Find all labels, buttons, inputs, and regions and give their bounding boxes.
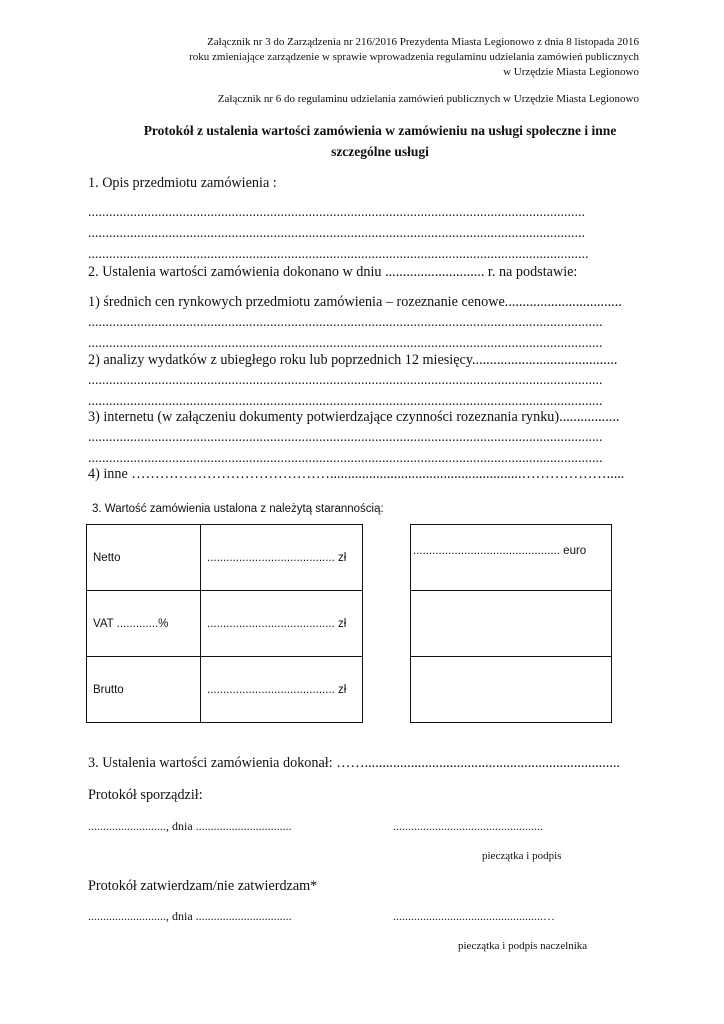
- value-table: [86, 524, 363, 723]
- dots-line: ...................................................................................................................................................: [88, 315, 603, 330]
- dots-line: ..............................................................................................................................................: [88, 226, 585, 241]
- dots-line: ...................................................................................................................................................: [88, 394, 603, 409]
- signature-line: ..................................................: [393, 819, 543, 833]
- protocol-approve-label: Protokół zatwierdzam/nie zatwierdzam*: [88, 878, 318, 894]
- section3-heading: 3. Wartość zamówienia ustalona z należytą starannością:: [92, 503, 384, 515]
- stamp-signature-caption: pieczątka i podpis: [482, 850, 562, 862]
- basis-item-4: 4) inne ……………………………………......................................................……………….....: [88, 466, 625, 482]
- row-label-brutto: Brutto: [87, 657, 201, 723]
- section1-heading: 1. Opis przedmiotu zamówienia :: [88, 175, 277, 191]
- stamp-signature-head-caption: pieczątka i podpis naczelnika: [458, 940, 588, 952]
- basis-item-1: 1) średnich cen rynkowych przedmiotu zamówienia – rozeznanie cenowe.................................: [88, 294, 622, 310]
- dots-line: ...................................................................................................................................................: [88, 373, 603, 388]
- dots-line: ...............................................................................................................................................: [88, 247, 589, 262]
- euro-value-vat: [411, 591, 612, 657]
- dots-line: ...................................................................................................................................................: [88, 336, 603, 351]
- title-line-2: szczególne usługi: [331, 144, 429, 159]
- euro-table: [410, 524, 612, 723]
- header-line-2: roku zmieniające zarządzenie w sprawie wprowadzenia regulaminu udzielania zamówień publicznych: [189, 51, 639, 63]
- header-line-1: Załącznik nr 3 do Zarządzenia nr 216/2016 Prezydenta Miasta Legionowo z dnia 8 listopada 2016: [207, 36, 639, 48]
- table-row: [411, 591, 612, 657]
- euro-value-brutto: [411, 657, 612, 723]
- row-value-vat: ........................................ zł: [201, 591, 363, 657]
- dots-line: ...................................................................................................................................................: [88, 430, 603, 445]
- section4-heading: 3. Ustalenia wartości zamówienia dokonał: ……........................................................................: [88, 755, 620, 771]
- section2-heading: 2. Ustalenia wartości zamówienia dokonano w dniu ............................ r. na podstawie:: [88, 264, 578, 280]
- dots-line: ...................................................................................................................................................: [88, 451, 603, 466]
- row-value-netto: ........................................ zł: [201, 525, 363, 591]
- table-row: [411, 525, 612, 591]
- place-date-line: .........................., dnia ................................: [88, 819, 292, 833]
- euro-value-netto: .............................................. euro: [411, 525, 612, 591]
- page-title: [80, 120, 680, 162]
- basis-item-3: 3) internetu (w załączeniu dokumenty potwierdzające czynności rozeznania rynku).................: [88, 409, 620, 425]
- table-row: [87, 591, 363, 657]
- row-label-vat: VAT .............%: [87, 591, 201, 657]
- place-date-line: .........................., dnia ................................: [88, 909, 292, 923]
- title-line-1: Protokół z ustalenia wartości zamówienia w zamówieniu na usługi społeczne i inne: [143, 123, 617, 138]
- row-label-netto: Netto: [87, 525, 201, 591]
- annex-note: Załącznik nr 6 do regulaminu udzielania zamówień publicznych w Urzędzie Miasta Legionowo: [217, 93, 639, 105]
- table-row: [87, 525, 363, 591]
- basis-item-2: 2) analizy wydatków z ubiegłego roku lub poprzednich 12 miesięcy.........................................: [88, 352, 618, 368]
- row-value-brutto: ........................................ zł: [201, 657, 363, 723]
- header-line-3: w Urzędzie Miasta Legionowo: [503, 66, 639, 78]
- protocol-prepared-label: Protokół sporządził:: [88, 787, 203, 803]
- table-row: [87, 657, 363, 723]
- dots-line: ..............................................................................................................................................: [88, 205, 585, 220]
- table-row: [411, 657, 612, 723]
- signature-line: ..................................................…: [393, 909, 555, 923]
